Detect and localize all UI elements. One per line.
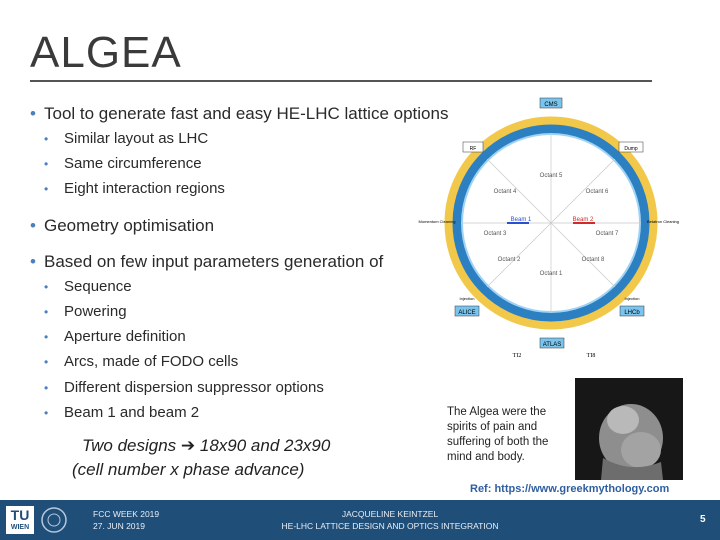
dump-label: Dump [624, 146, 638, 152]
bullet-input-parameters [30, 252, 383, 272]
betatron-cleaning-label: Betatron Cleaning [646, 219, 680, 224]
octant-label: Octant 5 [539, 173, 563, 179]
sub-bullet [44, 328, 186, 345]
alice-label: ALICE [458, 310, 476, 316]
bullet-geometry [30, 216, 214, 236]
sub-bullet [44, 404, 199, 421]
bullet-dot-icon: • [30, 104, 36, 123]
bullet-dot-icon: • [44, 132, 49, 146]
octant-label: Octant 3 [483, 231, 507, 237]
sub-bullet-text: Same circumference [64, 155, 202, 172]
bullet-dot-icon: • [44, 355, 49, 369]
designs-line-2: (cell number x phase advance) [72, 460, 305, 479]
lhc-layout-diagram [418, 95, 680, 365]
ti8-label: TI8 [586, 353, 596, 359]
bullet-dot-icon: • [30, 216, 36, 235]
tu-wien-logo [6, 506, 34, 534]
sub-bullet-text: Eight interaction regions [64, 180, 225, 197]
sub-bullet-text: Arcs, made of FODO cells [64, 353, 239, 370]
sub-bullet [44, 379, 324, 396]
bullet-tool [30, 104, 448, 124]
bullet-dot-icon: • [44, 157, 49, 171]
sub-bullet-text: Aperture definition [64, 328, 186, 345]
bullet-dot-icon: • [44, 280, 49, 294]
designs-line-1: Two designs ➔ 18x90 and 23x90 [82, 436, 331, 455]
injection-label: Injection [624, 296, 640, 301]
bullet-dot-icon: • [44, 406, 49, 420]
sub-bullet-text: Powering [64, 303, 127, 320]
algea-statue-image [575, 378, 683, 480]
momentum-cleaning-label: Momentum Cleaning [418, 219, 456, 224]
sub-bullet [44, 180, 225, 197]
injection-label: Injection [459, 296, 475, 301]
octant-label: Octant 8 [581, 257, 605, 263]
sub-bullet [44, 130, 208, 147]
bullet-dot-icon: • [44, 381, 49, 395]
bullet-text: Tool to generate fast and easy HE-LHC lattice options [44, 104, 449, 123]
beam-2-label: Beam 2 [572, 217, 594, 223]
cms-label: CMS [544, 102, 558, 108]
title-divider [30, 80, 652, 82]
sub-bullet-text: Similar layout as LHC [64, 130, 209, 147]
sub-bullet [44, 303, 127, 320]
octant-label: Octant 2 [497, 257, 521, 263]
statue-silhouette-icon [575, 378, 683, 480]
footer-event: FCC WEEK 2019 [93, 509, 160, 519]
slide-title: ALGEA [30, 28, 182, 77]
bullet-dot-icon: • [44, 182, 49, 196]
reference-link[interactable]: Ref: https://www.greekmythology.com [470, 483, 670, 495]
octant-label: Octant 6 [585, 189, 609, 195]
lhcb-label: LHCb [624, 310, 640, 316]
sub-bullet [44, 278, 132, 295]
bullet-dot-icon: • [30, 252, 36, 271]
sub-bullet [44, 353, 238, 370]
beam-1-label: Beam 1 [510, 217, 532, 223]
bullet-dot-icon: • [44, 305, 49, 319]
footer-talk-title: HE-LHC LATTICE DESIGN AND OPTICS INTEGRATION [281, 521, 499, 531]
sub-bullet-text: Beam 1 and beam 2 [64, 404, 200, 421]
page-number: 5 [700, 514, 706, 525]
footer-date: 27. JUN 2019 [93, 521, 145, 531]
octant-label: Octant 7 [595, 231, 619, 237]
footer-event-info [93, 508, 159, 532]
atlas-label: ATLAS [542, 342, 562, 348]
sub-bullet-text: Different dispersion suppressor options [64, 379, 324, 396]
logo-subtext: WIEN [10, 524, 30, 531]
logo-text: TU [10, 507, 30, 523]
sub-bullet-text: Sequence [64, 278, 132, 295]
university-emblem-icon [40, 506, 68, 534]
bullet-text: Geometry optimisation [44, 216, 215, 235]
algea-caption: The Algea were the spirits of pain and suffering of both the mind and body. [447, 406, 549, 463]
footer-talk-info [270, 508, 510, 532]
designs-note [72, 434, 330, 482]
ti2-label: TI2 [512, 353, 522, 359]
rf-label: RF [469, 146, 477, 152]
bullet-dot-icon: • [44, 330, 49, 344]
footer-author: JACQUELINE KEINTZEL [341, 509, 439, 519]
octant-label: Octant 1 [539, 271, 563, 277]
sub-bullet [44, 155, 202, 172]
bullet-text: Based on few input parameters generation of [44, 252, 384, 271]
octant-label: Octant 4 [493, 189, 517, 195]
